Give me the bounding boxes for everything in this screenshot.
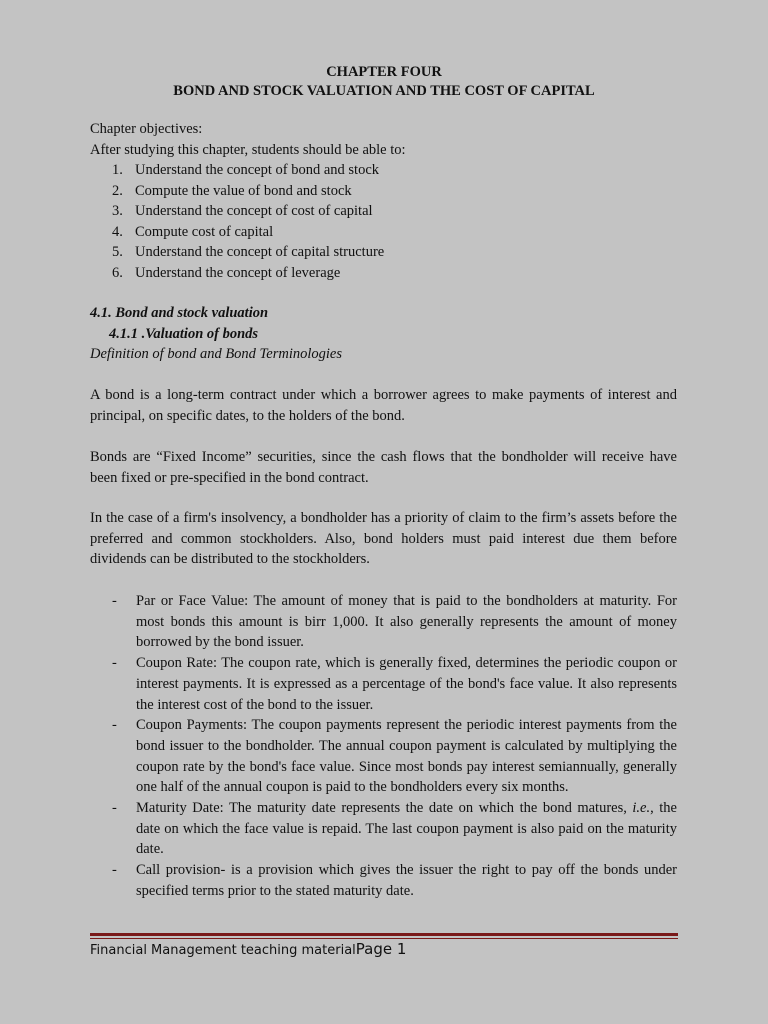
page-footer <box>90 939 406 961</box>
list-item: - Coupon Payments: The coupon payments represent the periodic interest payments from the bond issuer to the bondholder. The annual coupon payment is calculated by multiplying the coupon rate by the bond's face value. Since most bonds pay interest semiannually, generally one half of the annual coupon is paid to the bondholders every six months. <box>112 717 677 796</box>
bond-terms-list <box>90 591 677 902</box>
footer-text: Financial Management teaching material <box>90 943 356 958</box>
objective-item: 5. Understand the concept of capital structure <box>112 244 385 261</box>
section-heading: 4.1. Bond and stock valuation <box>90 305 269 321</box>
objectives-heading: Chapter objectives: <box>90 121 203 137</box>
objectives-list <box>90 160 384 284</box>
objective-item: 1. Understand the concept of bond and stock <box>112 162 380 178</box>
footer-divider-thick <box>90 933 678 936</box>
objective-item: 2. Compute the value of bond and stock <box>112 182 352 199</box>
subsection-heading: 4.1.1 .Valuation of bonds <box>109 325 259 342</box>
objective-item: 6. Understand the concept of leverage <box>112 264 341 281</box>
objective-item: 3. Understand the concept of cost of capital <box>112 203 373 220</box>
paragraph-insolvency: In the case of a firm's insolvency, a bondholder has a priority of claim to the firm’s assets before the preferred and common stockholders. Also, bond holders must paid interest due them before dividends can be distributed to the stockholders. <box>90 510 677 568</box>
objective-item: 4. Compute cost of capital <box>112 223 274 240</box>
list-item: - Call provision- is a provision which gives the issuer the right to pay off the bonds under specified terms prior to the stated maturity date. <box>112 862 677 899</box>
chapter-main-title: BOND AND STOCK VALUATION AND THE COST OF CAPITAL <box>173 83 595 99</box>
objectives-intro: After studying this chapter, students should be able to: <box>90 141 406 158</box>
paragraph-bond-definition: A bond is a long-term contract under which a borrower agrees to make payments of interest and principal, on specific dates, to the holders of the bond. <box>90 387 677 424</box>
list-item: - Par or Face Value: The amount of money that is paid to the bondholders at maturity. For most bonds this amount is birr 1,000. It also generally represents the amount of money borrowed by the bond issuer. <box>112 593 677 651</box>
chapter-number-title: CHAPTER FOUR <box>326 64 442 80</box>
section-subtitle: Definition of bond and Bond Terminologies <box>90 346 343 362</box>
page-number: Page 1 <box>355 940 407 958</box>
list-item: - Maturity Date: The maturity date represents the date on which the bond matures, i.e., the date on which the face value is repaid. The last coupon payment is also paid on the maturity date. <box>112 800 677 858</box>
paragraph-fixed-income: Bonds are “Fixed Income” securities, since the cash flows that the bondholder will receive have been fixed or pre-specified in the bond contract. <box>90 449 677 486</box>
list-item: - Coupon Rate: The coupon rate, which is generally fixed, determines the periodic coupon or interest payments. It is expressed as a percentage of the bond's face value. It also represents the interest cost of the bond to the issuer. <box>112 655 677 713</box>
